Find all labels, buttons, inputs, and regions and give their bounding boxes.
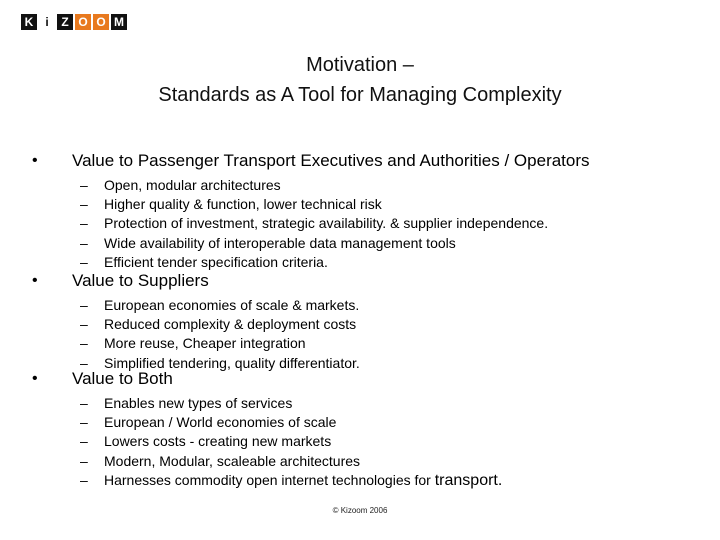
dash-icon: – xyxy=(80,335,88,352)
bullet-heading-row xyxy=(0,368,720,394)
dash-icon: – xyxy=(80,316,88,333)
dash-icon: – xyxy=(80,297,88,313)
section-suppliers xyxy=(0,270,720,373)
list-item-text: Lowers costs - creating new markets xyxy=(104,433,332,450)
title-line-2: Standards as A Tool for Managing Complexity xyxy=(158,84,562,106)
list-item xyxy=(0,432,720,451)
bullet-heading-row xyxy=(0,270,720,296)
dash-icon: – xyxy=(80,433,88,450)
list-item-text: Modern, Modular, scaleable architectures xyxy=(104,452,361,469)
bullet-icon: • xyxy=(32,370,38,387)
dash-icon: – xyxy=(80,177,88,193)
list-item xyxy=(0,452,720,471)
dash-icon: – xyxy=(80,253,88,270)
list-item-text-emphasis: transport. xyxy=(434,471,503,489)
dash-icon: – xyxy=(80,471,88,488)
logo-letter-z: Z xyxy=(57,14,73,30)
slide-title xyxy=(0,50,720,110)
list-item-text-main: Harnesses commodity open internet technologies for xyxy=(104,471,431,488)
list-item xyxy=(0,315,720,334)
list-item-text: Higher quality & function, lower technical risk xyxy=(104,196,382,213)
list-item-text: Open, modular architectures xyxy=(104,177,281,193)
bullet-icon: • xyxy=(32,272,38,289)
logo-letter-i: i xyxy=(39,14,55,30)
dash-icon: – xyxy=(80,452,88,469)
section-heading: Value to Both xyxy=(72,369,173,388)
list-item-text: European economies of scale & markets. xyxy=(104,297,360,313)
list-item-text: Simplified tendering, quality differentiator. xyxy=(104,354,360,371)
list-item-text: Reduced complexity & deployment costs xyxy=(104,316,357,333)
title-line-1: Motivation – xyxy=(306,54,414,76)
list-item xyxy=(0,334,720,353)
list-item-text: More reuse, Cheaper integration xyxy=(104,335,306,352)
bullet-icon: • xyxy=(32,152,38,169)
section-both xyxy=(0,368,720,490)
list-item xyxy=(0,234,720,253)
section-heading: Value to Passenger Transport Executives and Authorities / Operators xyxy=(72,151,590,170)
logo-letter-m: M xyxy=(111,14,127,30)
section-operators xyxy=(0,150,720,272)
logo-letter-o: O xyxy=(75,14,91,30)
list-item-text: Wide availability of interoperable data management tools xyxy=(104,234,456,251)
copyright-footer: © Kizoom 2006 xyxy=(332,506,388,515)
list-item-text: Enables new types of services xyxy=(104,395,293,411)
list-item xyxy=(0,296,720,315)
logo-letter-k: K xyxy=(21,14,37,30)
list-item xyxy=(0,394,720,413)
dash-icon: – xyxy=(80,215,88,232)
dash-icon: – xyxy=(80,395,88,411)
dash-icon: – xyxy=(80,414,88,431)
list-item xyxy=(0,471,720,490)
list-item xyxy=(0,195,720,214)
dash-icon: – xyxy=(80,196,88,213)
kizoom-logo xyxy=(21,14,129,30)
list-item-text: Protection of investment, strategic availability. & supplier independence. xyxy=(104,215,549,232)
logo-letter-o-2: O xyxy=(93,14,109,30)
list-item xyxy=(0,413,720,432)
section-heading: Value to Suppliers xyxy=(72,271,209,290)
dash-icon: – xyxy=(80,354,88,371)
bullet-heading-row xyxy=(0,150,720,176)
list-item-text xyxy=(104,471,502,490)
dash-icon: – xyxy=(80,234,88,251)
list-item xyxy=(0,176,720,195)
list-item-text: Efficient tender specification criteria. xyxy=(104,253,328,270)
list-item-text: European / World economies of scale xyxy=(104,414,337,431)
list-item xyxy=(0,214,720,233)
